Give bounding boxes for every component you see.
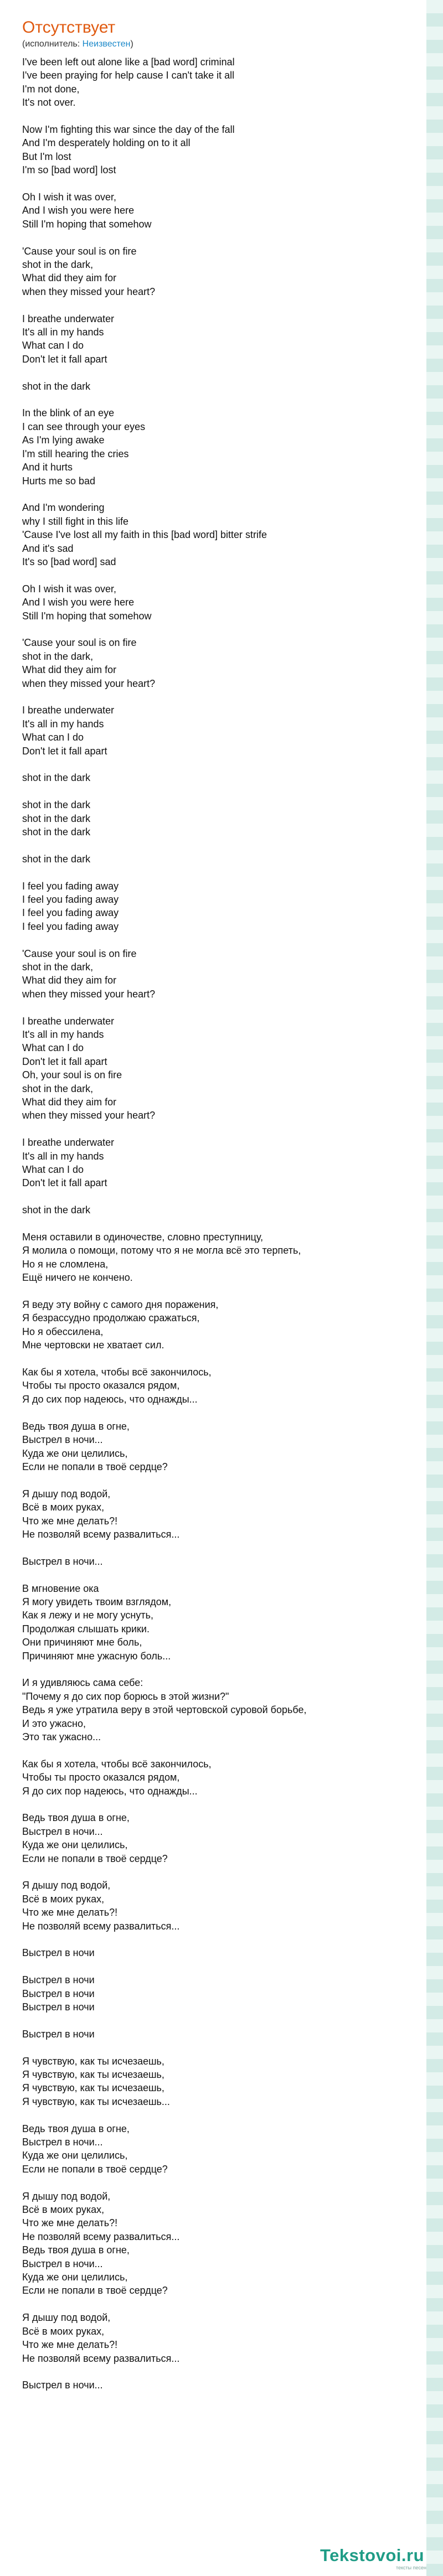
lyric-line: Oh, your soul is on fire bbox=[22, 1069, 122, 1081]
stanza-gap bbox=[22, 2041, 410, 2054]
lyric-line: Если не попали в твоё сердце? bbox=[22, 2163, 168, 2175]
stanza-gap bbox=[22, 1406, 410, 1419]
lyric-line: Куда же они целились, bbox=[22, 1447, 128, 1459]
lyric-line: shot in the dark bbox=[22, 799, 91, 811]
lyric-line: Выстрел в ночи... bbox=[22, 1555, 103, 1567]
lyric-line: Я могу увидеть твоим взглядом, bbox=[22, 1596, 172, 1607]
logo-tagline: тексты песен bbox=[395, 2565, 426, 2570]
lyric-line: What did they aim for bbox=[22, 975, 117, 986]
lyric-line: Не позволяй всему развалиться... bbox=[22, 2352, 180, 2364]
lyric-line: In the blink of an eye bbox=[22, 407, 115, 419]
lyric-line: Don't let it fall apart bbox=[22, 1177, 107, 1189]
stanza-gap bbox=[22, 1285, 410, 1298]
lyric-line: What can I do bbox=[22, 1042, 84, 1054]
lyric-line: Я молила о помощи, потому что я не могла всё это терпеть, bbox=[22, 1245, 301, 1256]
lyric-line: Выстрел в ночи bbox=[22, 1988, 95, 1999]
stanza-gap bbox=[22, 1473, 410, 1487]
stanza-gap bbox=[22, 488, 410, 501]
site-logo[interactable] bbox=[320, 2546, 431, 2574]
lyric-line: Всё в моих руках, bbox=[22, 1502, 105, 1513]
stanza-gap bbox=[22, 1001, 410, 1014]
lyric-line: Выстрел в ночи bbox=[22, 1947, 95, 1959]
lyric-line: It's all in my hands bbox=[22, 1029, 104, 1040]
lyrics-text bbox=[22, 55, 410, 2392]
lyric-line: Что же мне делать?! bbox=[22, 2217, 118, 2229]
lyric-line: 'Cause your soul is on fire bbox=[22, 948, 137, 959]
lyric-line: shot in the dark bbox=[22, 772, 91, 784]
stanza-gap bbox=[22, 110, 410, 123]
lyric-line: I breathe underwater bbox=[22, 1137, 115, 1149]
lyric-line: It's all in my hands bbox=[22, 1150, 104, 1162]
lyric-line: Выстрел в ночи bbox=[22, 2001, 95, 2013]
lyric-line: Я чувствую, как ты исчезаешь, bbox=[22, 2082, 164, 2094]
stanza-gap bbox=[22, 2108, 410, 2122]
stanza-gap bbox=[22, 1960, 410, 1973]
stanza-gap bbox=[22, 1744, 410, 1757]
lyric-line: shot in the dark bbox=[22, 1204, 91, 1216]
lyric-line: I breathe underwater bbox=[22, 705, 115, 716]
lyric-line: I feel you fading away bbox=[22, 907, 119, 919]
lyric-line: shot in the dark bbox=[22, 826, 91, 837]
lyric-line: Всё в моих руках, bbox=[22, 2325, 105, 2337]
lyric-line: Выстрел в ночи bbox=[22, 1974, 95, 1986]
stanza-gap bbox=[22, 2365, 410, 2378]
lyric-line: Не позволяй всему развалиться... bbox=[22, 1528, 180, 1540]
stanza-gap bbox=[22, 568, 410, 582]
lyric-line: Oh I wish it was over, bbox=[22, 583, 117, 594]
lyric-line: Я чувствую, как ты исчезаешь, bbox=[22, 2055, 164, 2067]
lyric-line: Ведь я уже утратила веру в этой чертовской суровой борьбе, bbox=[22, 1704, 307, 1716]
lyric-line: And it's sad bbox=[22, 542, 74, 554]
logo-text: Tekstovoi.ru bbox=[320, 2546, 425, 2565]
stanza-gap bbox=[22, 866, 410, 879]
stanza-gap bbox=[22, 2176, 410, 2189]
stanza-gap bbox=[22, 298, 410, 312]
stanza-gap bbox=[22, 1798, 410, 1811]
lyric-line: Причиняют мне ужасную боль... bbox=[22, 1650, 171, 1662]
lyric-line: I feel you fading away bbox=[22, 893, 119, 905]
lyric-line: Как бы я хотела, чтобы всё закончилось, bbox=[22, 1367, 212, 1378]
lyric-line: I'm so [bad word] lost bbox=[22, 164, 116, 176]
stanza-gap bbox=[22, 366, 410, 379]
lyric-line: Выстрел в ночи bbox=[22, 2028, 95, 2040]
stanza-gap bbox=[22, 933, 410, 946]
lyric-line: But I'm lost bbox=[22, 151, 71, 162]
lyric-line: I feel you fading away bbox=[22, 920, 119, 932]
stanza-gap bbox=[22, 2014, 410, 2027]
lyric-line: Всё в моих руках, bbox=[22, 1893, 105, 1905]
lyric-line: Всё в моих руках, bbox=[22, 2204, 105, 2216]
lyric-line: Куда же они целились, bbox=[22, 2272, 128, 2283]
lyric-line: Не позволяй всему развалиться... bbox=[22, 2231, 180, 2242]
stanza-gap bbox=[22, 690, 410, 704]
stanza-gap bbox=[22, 1217, 410, 1230]
lyric-line: Что же мне делать?! bbox=[22, 1907, 118, 1918]
lyric-line: I've been left out alone like a [bad word] criminal bbox=[22, 56, 235, 68]
lyric-line: Hurts me so bad bbox=[22, 475, 96, 487]
lyric-line: "Почему я до сих пор борюсь в этой жизни?" bbox=[22, 1690, 229, 1702]
lyric-line: It's all in my hands bbox=[22, 327, 104, 338]
stanza-gap bbox=[22, 623, 410, 636]
lyric-line: Это так ужасно... bbox=[22, 1731, 101, 1742]
lyric-line: shot in the dark, bbox=[22, 650, 94, 662]
lyric-line: Я до сих пор надеюсь, что однажды... bbox=[22, 1785, 198, 1797]
lyric-line: Выстрел в ночи... bbox=[22, 1434, 103, 1446]
lyric-line: Выстрел в ночи... bbox=[22, 2258, 103, 2269]
stanza-gap bbox=[22, 1123, 410, 1136]
lyric-line: Они причиняют мне боль, bbox=[22, 1637, 142, 1648]
lyric-line: shot in the dark bbox=[22, 813, 91, 824]
lyric-line: Если не попали в твоё сердце? bbox=[22, 1853, 168, 1864]
lyric-line: Меня оставили в одиночестве, словно преступницу, bbox=[22, 1232, 264, 1243]
lyric-line: Выстрел в ночи... bbox=[22, 2137, 103, 2148]
lyric-line: Я дышу под водой, bbox=[22, 2312, 111, 2324]
stanza-gap bbox=[22, 177, 410, 190]
lyric-line: Ведь твоя душа в огне, bbox=[22, 1812, 130, 1824]
lyric-line: when they missed your heart? bbox=[22, 1110, 156, 1121]
lyric-line: I'm not done, bbox=[22, 83, 80, 95]
lyric-line: I feel you fading away bbox=[22, 880, 119, 892]
lyric-line: What did they aim for bbox=[22, 664, 117, 676]
lyric-line: Don't let it fall apart bbox=[22, 745, 107, 757]
lyric-line: Я до сих пор надеюсь, что однажды... bbox=[22, 1393, 198, 1405]
stanza-gap bbox=[22, 1865, 410, 1879]
lyric-line: I can see through your eyes bbox=[22, 421, 146, 432]
lyric-line: Я дышу под водой, bbox=[22, 2190, 111, 2202]
lyric-line: What can I do bbox=[22, 732, 84, 743]
lyric-line: What can I do bbox=[22, 340, 84, 351]
stanza-gap bbox=[22, 785, 410, 798]
lyric-line: И я удивляюсь сама себе: bbox=[22, 1677, 143, 1689]
lyric-line: Still I'm hoping that somehow bbox=[22, 610, 152, 622]
stanza-gap bbox=[22, 839, 410, 852]
lyric-line: why I still fight in this life bbox=[22, 515, 129, 527]
lyric-line: Если не попали в твоё сердце? bbox=[22, 2285, 168, 2296]
lyric-line: It's not over. bbox=[22, 97, 76, 108]
song-title: Отсутствует bbox=[22, 18, 116, 37]
lyric-line: What can I do bbox=[22, 1164, 84, 1176]
lyric-line: As I'm lying awake bbox=[22, 434, 105, 446]
lyric-line: Продолжая слышать крики. bbox=[22, 1623, 150, 1634]
lyric-line: What did they aim for bbox=[22, 272, 117, 284]
lyric-line: Чтобы ты просто оказался рядом, bbox=[22, 1772, 180, 1783]
lyric-line: Выстрел в ночи... bbox=[22, 2380, 103, 2391]
lyric-line: Что же мне делать?! bbox=[22, 2339, 118, 2351]
stanza-gap bbox=[22, 1933, 410, 1946]
artist-line bbox=[22, 39, 410, 50]
lyric-line: It's so [bad word] sad bbox=[22, 556, 116, 567]
lyric-line: Ведь твоя душа в огне, bbox=[22, 1420, 130, 1432]
lyric-line: Oh I wish it was over, bbox=[22, 192, 117, 203]
lyric-line: And I'm desperately holding on to it all bbox=[22, 137, 190, 149]
stanza-gap bbox=[22, 231, 410, 244]
lyric-line: And I'm wondering bbox=[22, 502, 105, 514]
lyric-line: Чтобы ты просто оказался рядом, bbox=[22, 1380, 180, 1392]
artist-link[interactable]: Неизвестен bbox=[82, 39, 131, 49]
stanza-gap bbox=[22, 1541, 410, 1554]
stanza-gap bbox=[22, 1190, 410, 1203]
lyric-line: shot in the dark, bbox=[22, 961, 94, 973]
lyric-line: Не позволяй всему развалиться... bbox=[22, 1920, 180, 1932]
lyric-line: Я дышу под водой, bbox=[22, 1488, 111, 1499]
lyric-line: And I wish you were here bbox=[22, 597, 135, 608]
artist-prefix: (исполнитель: bbox=[22, 39, 83, 49]
lyric-line: 'Cause your soul is on fire bbox=[22, 637, 137, 649]
lyric-line: Но я обессилена, bbox=[22, 1326, 104, 1337]
lyric-line: shot in the dark bbox=[22, 380, 91, 392]
lyric-line: shot in the dark bbox=[22, 853, 91, 865]
lyric-line: Ведь твоя душа в огне, bbox=[22, 2244, 130, 2256]
lyric-line: I'm still hearing the cries bbox=[22, 448, 129, 459]
lyric-line: I breathe underwater bbox=[22, 313, 115, 324]
lyric-line: Don't let it fall apart bbox=[22, 1056, 107, 1067]
lyric-line: В мгновение ока bbox=[22, 1582, 99, 1594]
lyric-line: Куда же они целились, bbox=[22, 2150, 128, 2161]
lyric-line: I breathe underwater bbox=[22, 1015, 115, 1027]
lyric-line: 'Cause your soul is on fire bbox=[22, 245, 137, 257]
lyric-line: Мне чертовски не хватает сил. bbox=[22, 1339, 164, 1351]
lyric-line: It's all in my hands bbox=[22, 718, 104, 730]
lyric-line: I've been praying for help cause I can't take it all bbox=[22, 70, 235, 81]
lyric-line: Я чувствую, как ты исчезаешь... bbox=[22, 2096, 170, 2107]
lyric-line: And it hurts bbox=[22, 462, 73, 473]
lyric-line: Я веду эту войну с самого дня поражения, bbox=[22, 1299, 219, 1311]
lyric-line: when they missed your heart? bbox=[22, 988, 156, 1000]
lyric-line: shot in the dark, bbox=[22, 259, 94, 271]
stanza-gap bbox=[22, 2298, 410, 2311]
lyric-line: Ведь твоя душа в огне, bbox=[22, 2123, 130, 2134]
lyric-line: when they missed your heart? bbox=[22, 286, 156, 297]
lyric-line: when they missed your heart? bbox=[22, 677, 156, 689]
lyric-line: Ещё ничего не кончено. bbox=[22, 1272, 133, 1284]
artist-suffix: ) bbox=[130, 39, 133, 49]
lyric-line: And I wish you were here bbox=[22, 205, 135, 216]
stanza-gap bbox=[22, 758, 410, 771]
lyric-line: Как бы я хотела, чтобы всё закончилось, bbox=[22, 1758, 212, 1770]
stanza-gap bbox=[22, 1568, 410, 1581]
lyric-line: Still I'm hoping that somehow bbox=[22, 218, 152, 230]
lyric-line: Как я лежу и не могу уснуть, bbox=[22, 1610, 153, 1621]
stanza-gap bbox=[22, 393, 410, 406]
lyric-line: What did they aim for bbox=[22, 1096, 117, 1108]
lyric-line: Что же мне делать?! bbox=[22, 1515, 118, 1527]
lyric-line: Куда же они целились, bbox=[22, 1839, 128, 1851]
lyric-line: И это ужасно, bbox=[22, 1718, 86, 1729]
lyric-line: Я дышу под водой, bbox=[22, 1880, 111, 1891]
lyric-line: Но я не сломлена, bbox=[22, 1258, 109, 1270]
lyric-line: Don't let it fall apart bbox=[22, 353, 107, 365]
lyric-line: Выстрел в ночи... bbox=[22, 1825, 103, 1837]
lyric-line: Now I'm fighting this war since the day of the fall bbox=[22, 124, 235, 136]
stanza-gap bbox=[22, 1663, 410, 1676]
lyric-line: Я безрассудно продолжаю сражаться, bbox=[22, 1312, 200, 1324]
lyric-line: 'Cause I've lost all my faith in this [bad word] bitter strife bbox=[22, 529, 267, 541]
stanza-gap bbox=[22, 1352, 410, 1365]
lyric-line: Если не попали в твоё сердце? bbox=[22, 1461, 168, 1472]
lyric-line: shot in the dark, bbox=[22, 1083, 94, 1094]
decorative-stripes bbox=[426, 0, 443, 2576]
lyrics-page bbox=[22, 0, 410, 2392]
lyric-line: Я чувствую, как ты исчезаешь, bbox=[22, 2069, 164, 2081]
